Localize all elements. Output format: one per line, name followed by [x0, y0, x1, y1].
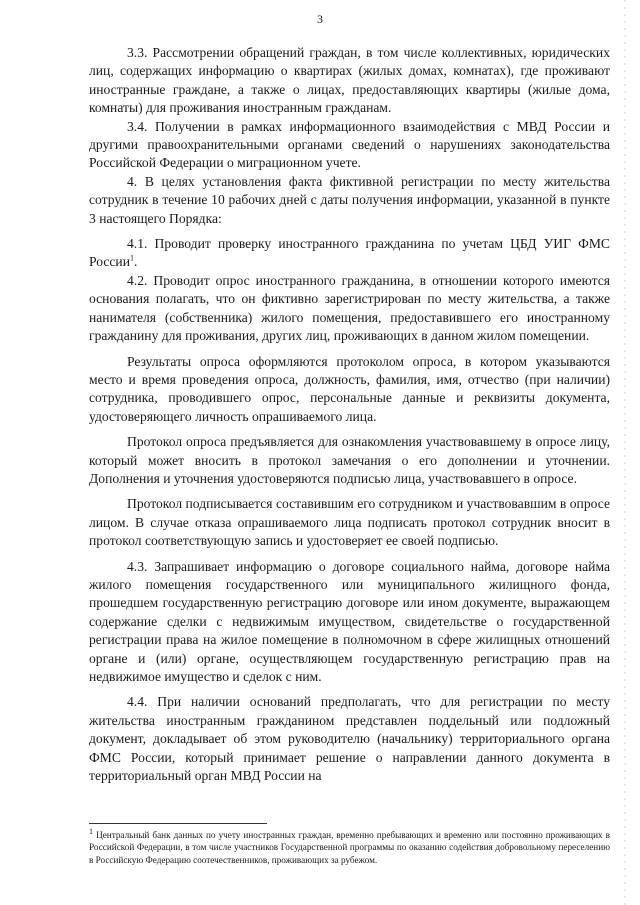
paragraph-protocol-signing: Протокол подписывается составившим его сотрудником и участвовавшим в опросе лицом. В случае отказа опрашиваемого лица подписать протокол сотрудник вносит в протокол соответствующую запись и удостоверяет ее своей подписью.: [89, 496, 610, 549]
paragraph-4-2: 4.2. Проводит опрос иностранного гражданина, в отношении которого имеются основания полагать, что он фиктивно зарегистрирован по месту жительства, а также нанимателя (собственника) жилого помещения, предоставившего его иностранному гражданину для проживания, других лиц, проживающих в данном жилом помещении.: [89, 272, 610, 344]
footnote-text: Центральный банк данных по учету иностранных граждан, временно пребывающих и временно или постоянно проживающих в Российской Федерации, в том числе участников Государственной программы по оказанию содействия добровольному переселению в Российскую Федерацию соотечественников, проживающих за рубежом.: [89, 830, 610, 865]
paragraph-4-1-text: 4.1. Проводит проверку иностранного гражданина по учетам ЦБД УИГ ФМС России: [89, 236, 610, 270]
paragraph-4-1: 4.1. Проводит проверку иностранного гражданина по учетам ЦБД УИГ ФМС России$^1$.: [89, 236, 610, 270]
footnote-marker: 1: [89, 826, 93, 836]
paragraph-4-3: 4.3. Запрашивает информацию о договоре социального найма, договоре найма жилого помещения государственного или муниципального жилищного фонда, прошедшем государственную регистрацию договоре или ином документе, выражающем содержание сделки с недвижимым имуществом, свидетельстве о государственной регистрации права на жилое помещение в полномочном в сфере жилищных отношений органе и (или) органе, осуществляющем государственную регистрацию прав на недвижимое имущество и сделок с ним.: [89, 558, 610, 684]
footnote: [89, 826, 610, 866]
paragraph-4: 4. В целях установления факта фиктивной регистрации по месту жительства сотрудник в течение 10 рабочих дней с даты получения информации, указанной в пункте 3 настоящего Порядка:: [89, 173, 610, 226]
paragraph-protocol-review: Протокол опроса предъявляется для ознакомления участвовавшему в опросе лицу, который может вносить в протокол замечания о его дополнении и уточнении. Дополнения и уточнения удостоверяются подписью лица, участвовавшего в опросе.: [89, 434, 610, 486]
paragraph-3-3: 3.3. Рассмотрении обращений граждан, в том числе коллективных, юридических лиц, содержащих информацию о квартирах (жилых домах, комнатах), где проживают иностранные граждане, а также о лицах, предоставляющих квартиры (жилые дома, комнаты) для проживания иностранным гражданам.: [89, 45, 610, 116]
document-body: [89, 44, 610, 785]
paragraph-results: Результаты опроса оформляются протоколом опроса, в котором указываются место и время проведения опроса, должность, фамилия, имя, отчество (при наличии) сотрудника, проводившего опрос, персональные данные и реквизиты документа, удостоверяющего личность опрашиваемого лица.: [89, 353, 610, 424]
paragraph-3-4: 3.4. Получении в рамках информационного взаимодействия с МВД России и другими правоохранительными органами сведений о нарушениях законодательства Российской Федерации о миграционном учете.: [89, 118, 610, 171]
paragraph-4-4: 4.4. При наличии оснований предполагать, что для регистрации по месту жительства иностранным гражданином представлен поддельный или подложный документ, докладывает об этом руководителю (начальнику) территориального органа ФМС России, который принимает решение о направлении данного документа в территориальный орган МВД России на: [89, 694, 610, 784]
footnote-ref: 1: [129, 253, 134, 263]
footnote-divider: [89, 823, 267, 824]
scan-edge-artifact: [624, 0, 626, 905]
page-number: 3: [317, 12, 323, 26]
